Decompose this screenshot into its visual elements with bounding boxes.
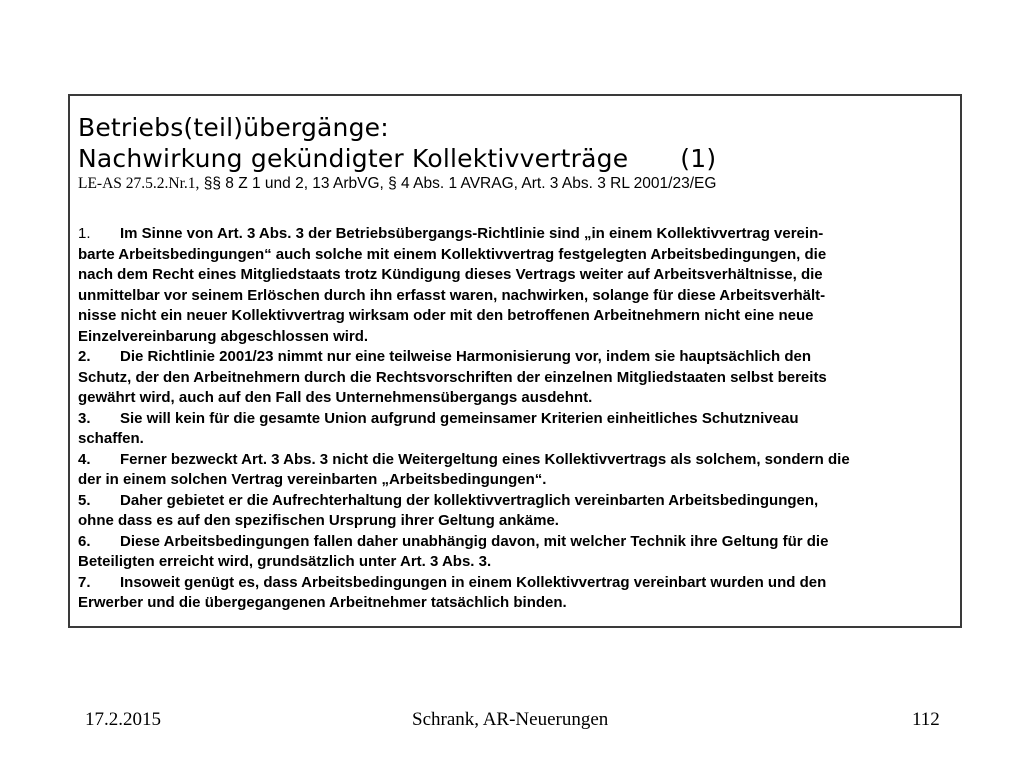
legal-reference <box>78 175 948 193</box>
paragraph-text: Diese Arbeitsbedingungen fallen daher unabhängig davon, mit welcher Technik ihre Geltung für die <box>120 532 829 550</box>
paragraph-number: 3. <box>78 409 91 427</box>
paragraph-6-line <box>78 532 958 553</box>
paragraph-number: 5. <box>78 491 91 509</box>
paragraph-text: Daher gebietet er die Aufrechterhaltung der kollektivvertraglich vereinbarten Arbeitsbedingungen, <box>120 491 819 509</box>
paragraph-text: Im Sinne von Art. 3 Abs. 3 der Betriebsübergangs-Richtlinie sind „in einem Kollektivvertrag verein- <box>120 225 824 242</box>
paragraph-4-line <box>78 450 958 471</box>
paragraph-7-line <box>78 593 958 614</box>
paragraph-2-line <box>78 368 958 389</box>
paragraph-text: schaffen. <box>78 430 144 447</box>
paragraph-text: Erwerber und die übergegangenen Arbeitnehmer tatsächlich binden. <box>78 594 567 611</box>
paragraph-1-line <box>78 224 958 245</box>
footer-author: Schrank, AR-Neuerungen <box>412 709 609 730</box>
paragraph-3-line <box>78 429 958 450</box>
paragraph-1-line <box>78 286 958 307</box>
paragraph-text: Einzelvereinbarung abgeschlossen wird. <box>78 327 369 345</box>
paragraph-text: nach dem Recht eines Mitgliedstaats trotz Kündigung dieses Vertrags weiter auf Arbeitsverhältnisse, die <box>78 266 823 283</box>
paragraph-text: unmittelbar vor seinem Erlöschen durch ihn erfasst waren, nachwirken, solange für diese Arbeitsverhält- <box>78 286 826 304</box>
paragraph-6-line <box>78 552 958 573</box>
paragraph-text: Ferner bezweckt Art. 3 Abs. 3 nicht die Weitergeltung eines Kollektivvertrags als solchem, sondern die <box>120 450 850 468</box>
slide-title-line1: Betriebs(teil)übergänge: <box>78 113 389 142</box>
legal-reference-articles: §§ 8 Z 1 und 2, 13 ArbVG, § 4 Abs. 1 AVRAG, Art. 3 Abs. 3 RL 2001/23/EG <box>199 175 717 192</box>
paragraph-number: 4. <box>78 450 91 468</box>
paragraph-number: 7. <box>78 573 91 591</box>
paragraph-text: nisse nicht ein neuer Kollektivvertrag wirksam oder mit den betroffenen Arbeitnehmern nicht eine neue <box>78 307 814 324</box>
slide-header <box>78 112 948 193</box>
slide-title-text: Nachwirkung gekündigter Kollektivverträge <box>78 144 629 173</box>
paragraph-7-line <box>78 573 958 594</box>
paragraph-text: gewährt wird, auch auf den Fall des Unternehmensübergangs ausdehnt. <box>78 389 593 406</box>
footer-date: 17.2.2015 <box>85 709 161 730</box>
paragraph-1-line <box>78 306 958 327</box>
paragraph-text: Schutz, der den Arbeitnehmern durch die Rechtsvorschriften der einzelnen Mitgliedstaaten selbst bereits <box>78 368 827 386</box>
paragraph-text: barte Arbeitsbedingungen“ auch solche mit einem Kollektivvertrag festgelegten Arbeitsbedingungen, die <box>78 245 827 263</box>
paragraph-number: 6. <box>78 532 91 550</box>
paragraph-text: Insoweit genügt es, dass Arbeitsbedingungen in einem Kollektivvertrag vereinbart wurden und den <box>120 573 827 591</box>
slide-title-number: (1) <box>680 144 717 173</box>
paragraph-text: der in einem solchen Vertrag vereinbarten „Arbeitsbedingungen“. <box>78 471 547 488</box>
paragraph-5-line <box>78 491 958 512</box>
paragraph-1-line <box>78 265 958 286</box>
paragraph-number: 2. <box>78 348 91 365</box>
legal-reference-source: LE-AS 27.5.2.Nr.1, <box>78 175 200 192</box>
paragraph-3-line <box>78 409 958 430</box>
paragraph-text: Beteiligten erreicht wird, grundsätzlich unter Art. 3 Abs. 3. <box>78 553 492 570</box>
paragraph-4-line <box>78 470 958 491</box>
paragraph-2-line <box>78 388 958 409</box>
paragraph-1-line <box>78 327 958 348</box>
paragraph-text: ohne dass es auf den spezifischen Ursprung ihrer Geltung ankäme. <box>78 512 559 529</box>
slide-title-line2 <box>78 143 948 174</box>
paragraph-text: Die Richtlinie 2001/23 nimmt nur eine teilweise Harmonisierung vor, indem sie hauptsächlich den <box>120 348 812 365</box>
paragraph-list <box>78 224 958 614</box>
paragraph-text: Sie will kein für die gesamte Union aufgrund gemeinsamer Kriterien einheitliches Schutzniveau <box>120 409 799 427</box>
paragraph-number: 1. <box>78 225 91 242</box>
paragraph-2-line <box>78 347 958 368</box>
paragraph-5-line <box>78 511 958 532</box>
footer-page-number: 112 <box>912 709 940 730</box>
paragraph-1-line <box>78 245 958 266</box>
